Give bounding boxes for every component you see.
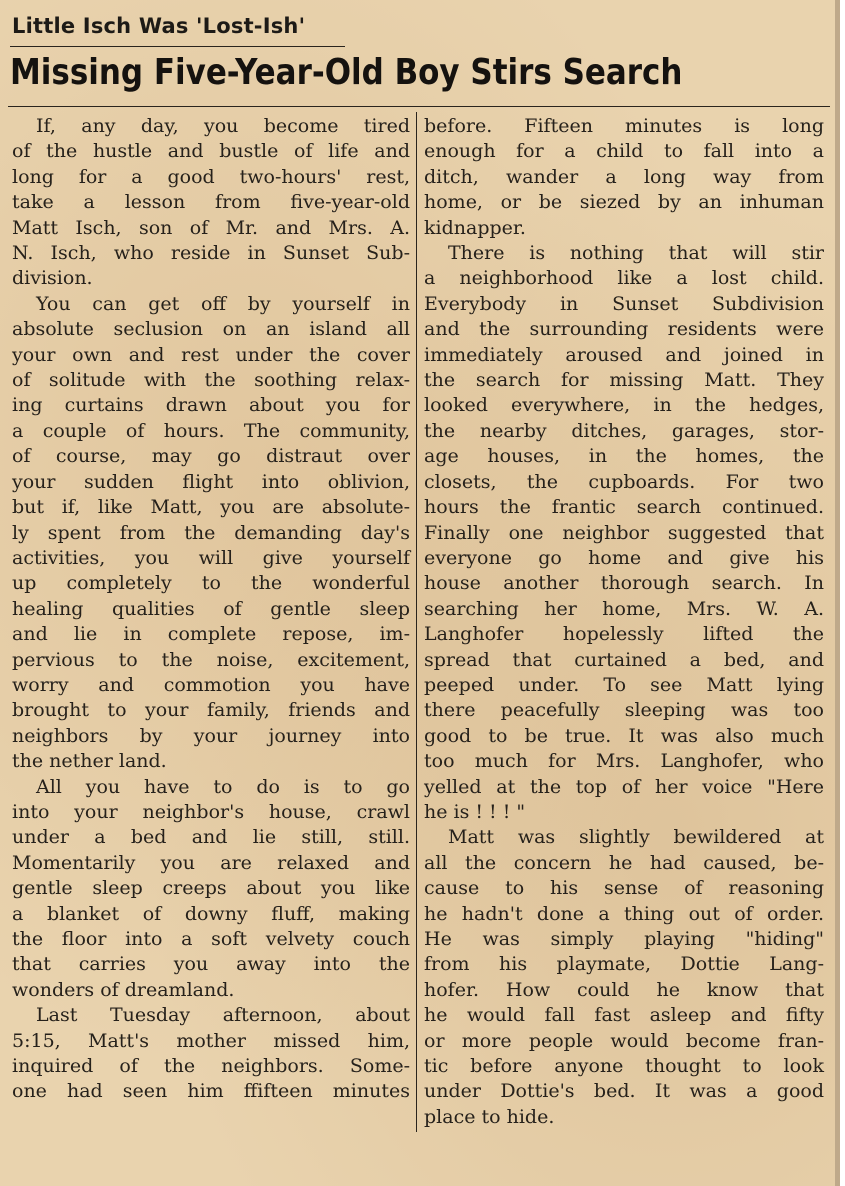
text-line: neighbors by your journey into [12,724,410,747]
kicker-rule [10,46,345,47]
text-line: activities, you will give yourself [12,546,410,569]
text-line: All you have to do is to go [36,775,410,798]
left-column [12,114,410,1105]
text-line: searching her home, Mrs. W. A. [424,597,824,620]
text-line: division. [12,267,93,290]
text-line: of solitude with the soothing relax- [12,369,410,392]
text-line: tic before anyone thought to look [424,1055,824,1078]
text-line: a neighborhood like a lost child. [424,267,824,290]
text-line: the nether land. [12,750,167,773]
text-line: or more people would become fran- [424,1029,824,1052]
text-line: under a bed and lie still, still. [12,826,410,849]
text-line: up completely to the wonderful [12,572,410,595]
text-line: Matt Isch, son of Mr. and Mrs. A. [12,216,410,239]
text-line: and the surrounding residents were [424,318,824,341]
text-line: If, any day, you become tired [36,115,410,137]
right-column [424,114,824,1130]
text-line: N. Isch, who reside in Sunset Sub- [12,242,410,265]
text-line: take a lesson from five-year-old [12,191,410,214]
text-line: a couple of hours. The community, [12,419,410,442]
kicker-headline: Little Isch Was 'Lost-Ish' [12,14,306,38]
text-line: the floor into a soft velvety couch [12,928,410,950]
text-line: the nearby ditches, garages, stor- [424,419,824,442]
text-line: immediately aroused and joined in [424,343,824,366]
text-line: of course, may go distraut over [12,445,410,468]
text-line: ly spent from the demanding day's [12,521,410,544]
text-line: peeped under. To see Matt lying [424,673,824,696]
text-line: You can get off by yourself in [36,292,410,315]
text-line: wonders of dreamland. [12,978,235,1001]
text-line: pervious to the noise, excitement, [12,648,410,671]
text-line: and lie in complete repose, im- [12,623,410,646]
text-line: your sudden flight into oblivion, [12,470,410,493]
text-line: hours the frantic search continued. [424,496,824,519]
text-line: good to be true. It was also much [424,724,824,747]
text-line: Momentarily you are relaxed and [12,851,410,874]
main-headline: Missing Five-Year-Old Boy Stirs Search [10,52,683,93]
text-line: your own and rest under the cover [12,343,410,366]
text-line: inquired of the neighbors. Some- [12,1055,410,1078]
text-line: Matt was slightly bewildered at [448,826,824,849]
text-line: into your neighbor's house, crawl [12,800,410,823]
text-line: yelled at the top of her voice "Here [424,775,824,798]
column-rule [416,112,417,1132]
text-line: from his playmate, Dottie Lang- [424,953,824,976]
text-line: Langhofer hopelessly lifted the [424,623,824,646]
headline-rule [8,106,830,107]
text-line: home, or be siezed by an inhuman [424,191,824,214]
text-line: everyone go home and give his [424,546,824,569]
text-line: he would fall fast asleep and fifty [424,1004,824,1027]
text-line: of the hustle and bustle of life and [12,140,410,163]
text-line: Finally one neighbor suggested that [424,521,824,544]
text-line: ing curtains drawn about you for [12,394,410,417]
text-line: he is ! ! ! " [424,800,526,823]
text-line: house another thorough search. In [424,572,824,595]
text-line: that carries you away into the [12,953,410,976]
text-line: there peacefully sleeping was too [424,699,824,722]
text-line: kidnapper. [424,216,526,239]
text-line: spread that curtained a bed, and [424,648,824,671]
text-line: Last Tuesday afternoon, about [36,1004,410,1027]
text-line: long for a good two-hours' rest, [12,165,410,188]
text-line: age houses, in the homes, the [424,445,824,468]
text-line: closets, the cupboards. For two [424,470,824,493]
text-line: too much for Mrs. Langhofer, who [424,750,824,773]
text-line: There is nothing that will stir [448,242,824,265]
text-line: cause to his sense of reasoning [424,877,824,900]
text-line: He was simply playing "hiding" [424,928,824,950]
text-line: absolute seclusion on an island all [12,318,410,341]
text-line: place to hide. [424,1105,555,1128]
text-line: a blanket of downy fluff, making [12,902,410,925]
text-line: healing qualities of gentle sleep [12,597,410,620]
text-line: 5:15, Matt's mother missed him, [12,1029,410,1052]
text-line: but if, like Matt, you are absolute- [12,496,410,519]
text-line: worry and commotion you have [12,673,410,696]
text-line: under Dottie's bed. It was a good [424,1080,824,1103]
text-line: looked everywhere, in the hedges, [424,394,824,417]
text-line: enough for a child to fall into a [424,140,824,163]
text-line: he hadn't done a thing out of order. [424,902,824,925]
text-line: gentle sleep creeps about you like [12,877,410,900]
text-line: before. Fifteen minutes is long [424,115,824,137]
text-line: Everybody in Sunset Subdivision [424,292,824,315]
text-line: brought to your family, friends and [12,699,410,722]
text-line: the search for missing Matt. They [424,369,824,392]
text-line: hofer. How could he know that [424,978,824,1001]
text-line: one had seen him ffifteen minutes [12,1080,410,1103]
text-line: all the concern he had caused, be- [424,851,824,874]
text-line: ditch, wander a long way from [424,165,824,188]
